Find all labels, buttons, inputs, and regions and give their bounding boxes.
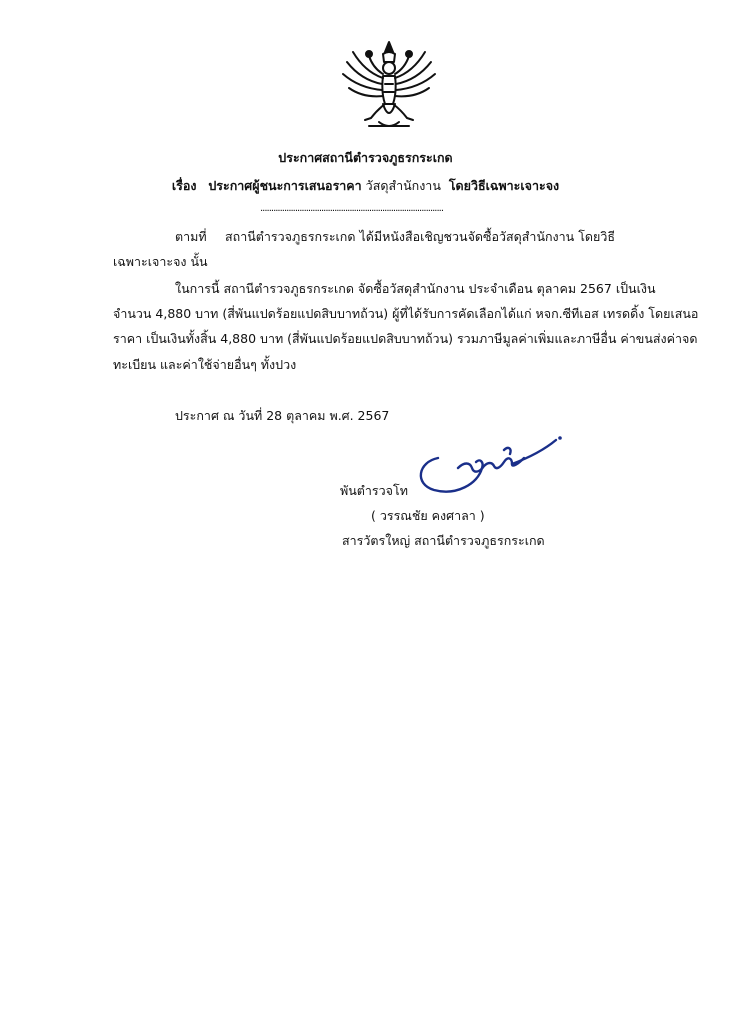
signer-name: ( วรรณชัย คงศาลา ) — [371, 508, 485, 523]
para2-line3: ราคา เป็นเงินทั้งสิ้น 4,880 บาท (สี่พันแปดร้อยแปดสิบบาทถ้วน) รวมภาษีมูลค่าเพิ่มและภาษีอื่น ค่าขนส่งค่าจด — [113, 331, 698, 346]
announcement-date: ประกาศ ณ วันที่ 28 ตุลาคม พ.ศ. 2567 — [175, 408, 390, 423]
para2-line1: ในการนี้ สถานีตำรวจภูธรกระเกด จัดซื้อวัสดุสำนักงาน ประจำเดือน ตุลาคม 2567 เป็นเงิน — [175, 281, 656, 296]
signer-position: สารวัตรใหญ่ สถานีตำรวจภูธรกระเกด — [342, 533, 545, 548]
para2-line2: จำนวน 4,880 บาท (สี่พันแปดร้อยแปดสิบบาทถ้วน) ผู้ที่ได้รับการคัดเลือกได้แก่ หจก.ซีทีเอส เทรดดิ้ง โดยเสนอ — [113, 306, 699, 321]
signer-rank: พันตำรวจโท — [340, 483, 408, 498]
para1-prefix: ตามที่ — [175, 229, 207, 244]
subject-label: เรื่อง — [171, 178, 197, 193]
dotted-divider: .................................................................................... — [260, 203, 444, 214]
subject-method: โดยวิธีเฉพาะเจาะจง — [448, 178, 560, 193]
subject-item: วัสดุสำนักงาน — [365, 178, 441, 193]
para2-line4: ทะเบียน และค่าใช้จ่ายอื่นๆ ทั้งปวง — [113, 357, 297, 372]
para1-line1: สถานีตำรวจภูธรกระเกด ได้มีหนังสือเชิญชวนจัดซื้อวัสดุสำนักงาน โดยวิธี — [225, 229, 615, 244]
garuda-emblem-icon — [339, 38, 439, 134]
subject-title: ประกาศผู้ชนะการเสนอราคา — [208, 178, 362, 193]
announcement-title: ประกาศสถานีตำรวจภูธรกระเกด — [278, 150, 453, 165]
para1-line2: เฉพาะเจาะจง นั้น — [113, 254, 208, 269]
handwritten-signature-icon — [408, 428, 568, 500]
subject-line — [0, 178, 731, 194]
